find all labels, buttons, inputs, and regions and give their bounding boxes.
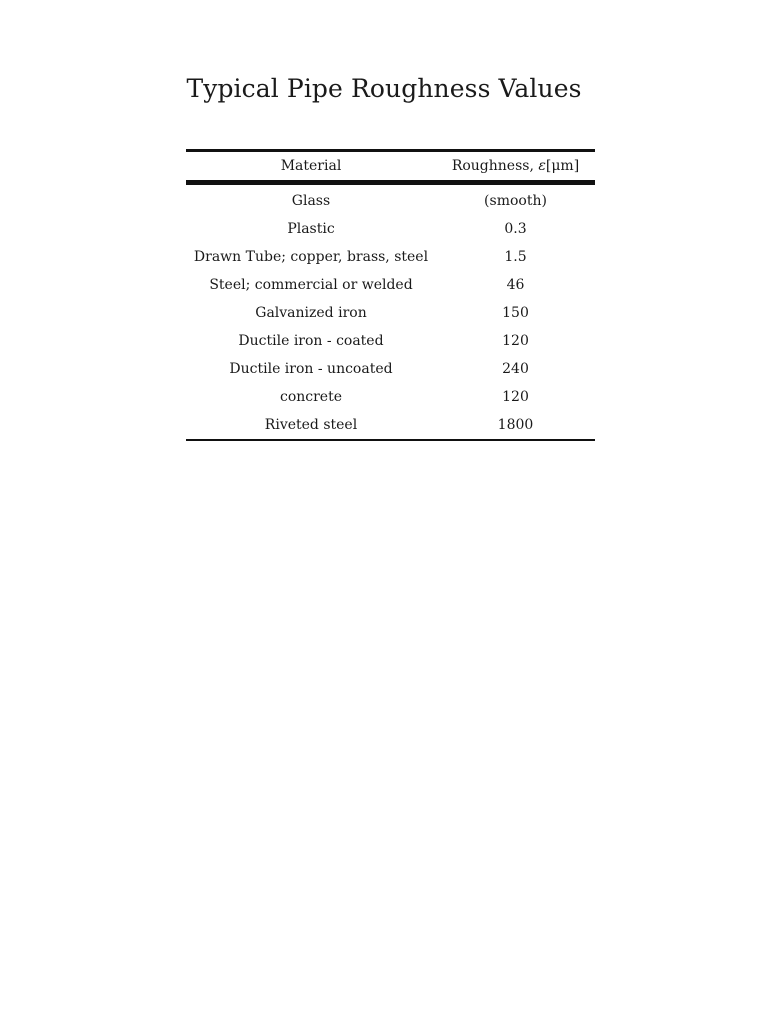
table-row (186, 355, 595, 383)
header-material: Material (280, 158, 342, 174)
header-roughness (436, 151, 595, 183)
table-body (186, 183, 595, 441)
roughness-cell: (smooth) (484, 193, 547, 209)
roughness-cell: 120 (502, 389, 529, 405)
material-cell: Drawn Tube; copper, brass, steel (193, 249, 429, 265)
roughness-cell: 46 (506, 277, 525, 293)
roughness-cell: 0.3 (504, 221, 527, 237)
table-row (186, 411, 595, 440)
roughness-cell: 150 (502, 305, 529, 321)
roughness-cell: 240 (502, 361, 529, 377)
material-cell: Ductile iron - coated (238, 333, 384, 349)
table-row (186, 327, 595, 355)
table-row (186, 183, 595, 216)
material-cell: Glass (291, 193, 331, 209)
table-header (186, 151, 595, 183)
table-row (186, 299, 595, 327)
roughness-cell: 1.5 (504, 249, 527, 265)
header-row (186, 151, 595, 183)
material-cell: Riveted steel (264, 417, 358, 433)
material-cell: Plastic (287, 221, 335, 237)
table-row (186, 243, 595, 271)
material-cell: Steel; commercial or welded (209, 277, 413, 293)
page-title: Typical Pipe Roughness Values (186, 74, 582, 103)
roughness-cell: 120 (502, 333, 529, 349)
header-roughness-label: Roughness, (451, 158, 534, 174)
table-row (186, 383, 595, 411)
header-roughness-unit: [μm] (545, 158, 580, 174)
roughness-table (186, 149, 595, 441)
material-cell: Ductile iron - uncoated (229, 361, 393, 377)
table-row (186, 271, 595, 299)
table-row (186, 215, 595, 243)
epsilon-symbol: ε (538, 158, 546, 174)
roughness-cell: 1800 (497, 417, 534, 433)
material-cell: Galvanized iron (255, 305, 367, 321)
material-cell: concrete (279, 389, 342, 405)
